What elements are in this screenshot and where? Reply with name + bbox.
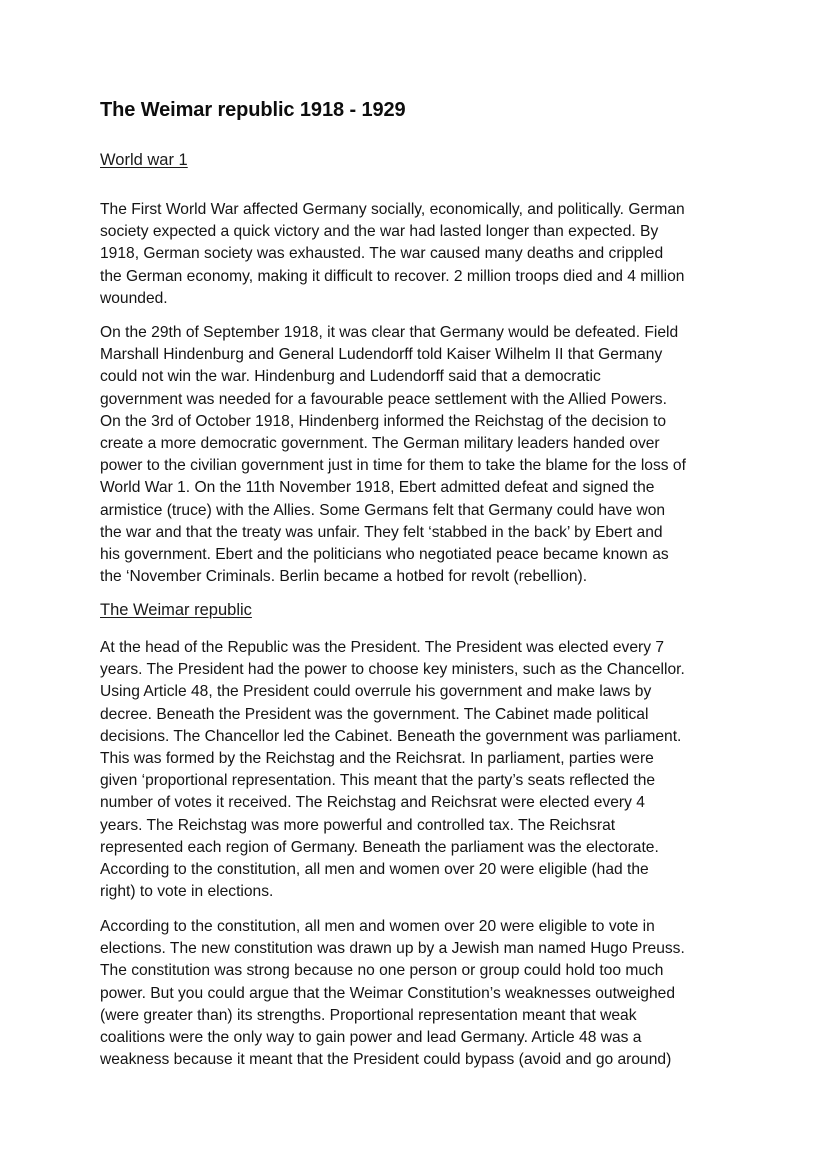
text-line: government was needed for a favourable peace settlement with the Allied Powers. bbox=[100, 390, 667, 408]
text-line: armistice (truce) with the Allies. Some Germans felt that Germany could have won bbox=[100, 501, 666, 519]
section-heading-world-war-1: World war 1 bbox=[100, 151, 188, 169]
paragraph-ww1-effects bbox=[100, 199, 685, 310]
text-line: create a more democratic government. The German military leaders handed over bbox=[100, 435, 660, 453]
section-heading-weimar-republic: The Weimar republic bbox=[100, 601, 252, 619]
text-line: the war and that the treaty was unfair. They felt ‘stabbed in the back’ by Ebert and bbox=[100, 523, 663, 541]
paragraph-weimar-constitution bbox=[100, 916, 685, 1071]
text-line: World War 1. On the 11th November 1918, Ebert admitted defeat and signed the bbox=[100, 479, 655, 497]
text-line: wounded. bbox=[100, 289, 168, 307]
text-line: weakness because it meant that the President could bypass (avoid and go around) bbox=[100, 1051, 672, 1069]
text-line: given ‘proportional representation. This meant that the party’s seats reflected the bbox=[100, 772, 656, 790]
text-line: right) to vote in elections. bbox=[100, 883, 274, 901]
text-line: This was formed by the Reichstag and the Reichsrat. In parliament, parties were bbox=[100, 750, 654, 768]
text-line: elections. The new constitution was drawn up by a Jewish man named Hugo Preuss. bbox=[100, 940, 685, 958]
text-line: number of votes it received. The Reichstag and Reichsrat were elected every 4 bbox=[100, 794, 645, 812]
text-line: power to the civilian government just in time for them to take the blame for the loss of bbox=[100, 457, 686, 475]
text-line: coalitions were the only way to gain power and lead Germany. Article 48 was a bbox=[100, 1029, 642, 1047]
text-line: According to the constitution, all men and women over 20 were eligible (had the bbox=[100, 861, 649, 879]
text-line: (were greater than) its strengths. Proportional representation meant that weak bbox=[100, 1006, 637, 1024]
text-line: the German economy, making it difficult to recover. 2 million troops died and 4 million bbox=[100, 267, 685, 285]
text-line: Using Article 48, the President could overrule his government and make laws by bbox=[100, 683, 652, 701]
text-line: years. The President had the power to choose key ministers, such as the Chancellor. bbox=[100, 661, 685, 679]
paragraph-ww1-defeat bbox=[100, 322, 686, 588]
text-line: his government. Ebert and the politicians who negotiated peace became known as bbox=[100, 546, 669, 564]
text-line: the ‘November Criminals. Berlin became a hotbed for revolt (rebellion). bbox=[100, 568, 588, 586]
text-line: On the 29th of September 1918, it was clear that Germany would be defeated. Field bbox=[100, 324, 679, 341]
text-line: represented each region of Germany. Beneath the parliament was the electorate. bbox=[100, 838, 659, 856]
text-line: Marshall Hindenburg and General Ludendorff told Kaiser Wilhelm II that Germany bbox=[100, 346, 663, 364]
text-line: power. But you could argue that the Weimar Constitution’s weaknesses outweighed bbox=[100, 984, 675, 1002]
text-line: According to the constitution, all men and women over 20 were eligible to vote in bbox=[100, 918, 655, 935]
text-line: 1918, German society was exhausted. The war caused many deaths and crippled bbox=[100, 245, 664, 263]
text-line: At the head of the Republic was the President. The President was elected every 7 bbox=[100, 639, 665, 656]
text-line: The First World War affected Germany socially, economically, and politically. German bbox=[100, 201, 685, 218]
paragraph-weimar-structure bbox=[100, 637, 685, 903]
text-line: society expected a quick victory and the war had lasted longer than expected. By bbox=[100, 223, 659, 241]
text-line: years. The Reichstag was more powerful and controlled tax. The Reichsrat bbox=[100, 816, 616, 834]
text-line: could not win the war. Hindenburg and Ludendorff said that a democratic bbox=[100, 368, 601, 386]
text-line: On the 3rd of October 1918, Hindenberg informed the Reichstag of the decision to bbox=[100, 412, 667, 430]
text-line: decree. Beneath the President was the government. The Cabinet made political bbox=[100, 705, 649, 723]
document-title: The Weimar republic 1918 - 1929 bbox=[100, 99, 406, 121]
text-line: decisions. The Chancellor led the Cabinet. Beneath the government was parliament. bbox=[100, 727, 682, 745]
text-line: The constitution was strong because no one person or group could hold too much bbox=[100, 962, 664, 980]
